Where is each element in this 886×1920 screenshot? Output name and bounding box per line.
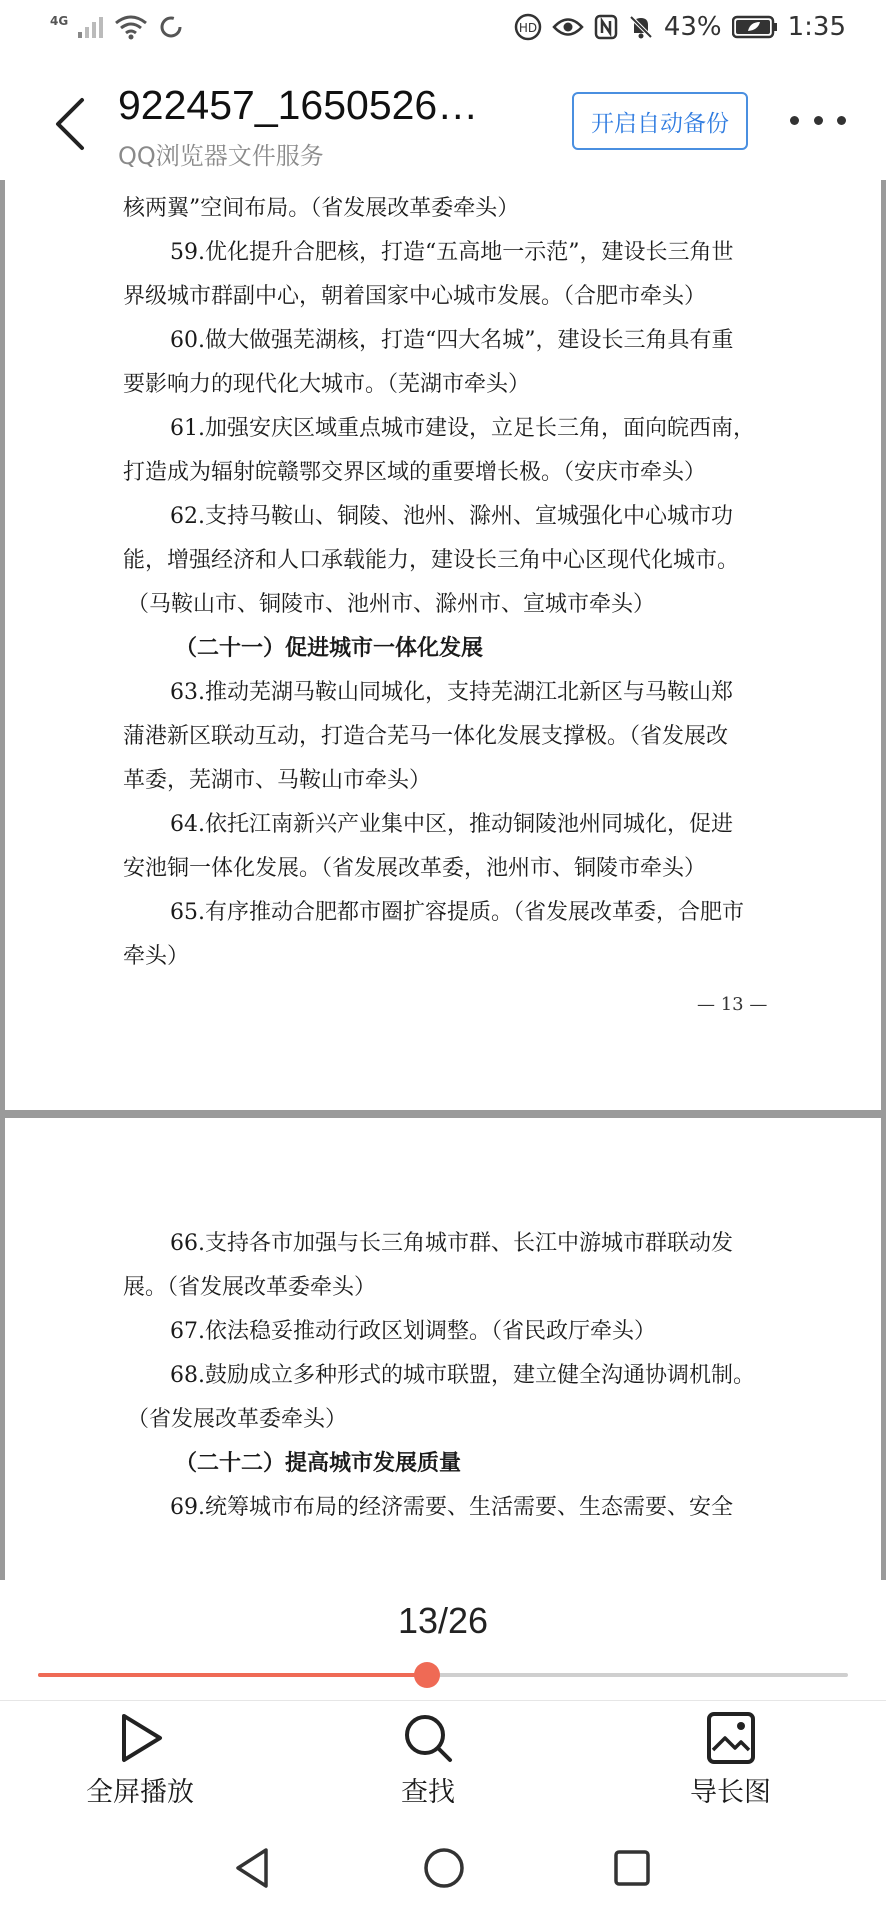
section-heading: （二十二）提高城市发展质量 [175, 1450, 462, 1476]
action-bar [0, 1710, 886, 1820]
signal-icon [78, 16, 104, 38]
status-left [50, 14, 184, 40]
chevron-left-icon [50, 94, 90, 154]
long-image-icon [703, 1710, 759, 1766]
text-line: 安池铜一体化发展。（省发展改革委，池州市、铜陵市牵头） [123, 856, 707, 881]
text-line: 63.推动芜湖马鞍山同城化，支持芜湖江北新区与马鞍山郑 [170, 680, 733, 705]
sync-icon [158, 14, 184, 40]
document-viewer[interactable] [0, 180, 886, 1580]
wifi-icon [114, 14, 148, 40]
dot-icon [790, 116, 799, 125]
text-line: 68.鼓励成立多种形式的城市联盟，建立健全沟通协调机制。 [170, 1363, 755, 1388]
network-type: 4G [50, 14, 69, 28]
file-source: QQ浏览器文件服务 [118, 142, 324, 170]
text-line: 61.加强安庆区域重点城市建设，立足长三角，面向皖西南， [170, 416, 755, 441]
reader-controls [0, 1580, 886, 1820]
fullscreen-play-label: 全屏播放 [86, 1777, 194, 1808]
text-line: 69.统筹城市布局的经济需要、生活需要、生态需要、安全 [170, 1495, 733, 1520]
battery-icon [732, 15, 778, 39]
svg-text:HD: HD [518, 21, 537, 35]
text-line: 展。（省发展改革委牵头） [123, 1275, 377, 1300]
play-icon [112, 1710, 168, 1766]
text-line: 62.支持马鞍山、铜陵、池州、滁州、宣城强化中心城市功 [170, 504, 733, 529]
nav-home-button[interactable] [422, 1846, 466, 1894]
slider-progress [38, 1673, 427, 1677]
mute-bell-icon [628, 14, 654, 40]
document-page [5, 180, 881, 1110]
eye-icon [552, 16, 584, 38]
text-line: 67.依法稳妥推动行政区划调整。（省民政厅牵头） [170, 1319, 656, 1344]
square-recents-icon [612, 1846, 652, 1890]
file-title: 922457_1650526… [118, 82, 479, 128]
text-line: 60.做大做强芜湖核，打造“四大名城”，建设长三角具有重 [170, 328, 734, 353]
text-line: 59.优化提升合肥核，打造“五高地一示范”，建设长三角世 [170, 240, 734, 265]
dot-icon [814, 116, 823, 125]
find-button[interactable] [400, 1710, 456, 1809]
status-bar [0, 0, 886, 60]
more-options-button[interactable] [790, 108, 846, 132]
text-line: 革委，芜湖市、马鞍山市牵头） [123, 768, 432, 793]
text-line: 牵头） [123, 944, 190, 969]
circle-home-icon [422, 1846, 466, 1890]
system-navigation-bar [0, 1820, 886, 1920]
hd-call-icon [514, 13, 542, 41]
text-line: 66.支持各市加强与长三角城市群、长江中游城市群联动发 [170, 1231, 733, 1256]
page-indicator: 13/26 [397, 1600, 489, 1641]
document-page [5, 1118, 881, 1580]
text-line: 打造成为辐射皖赣鄂交界区域的重要增长极。（安庆市牵头） [123, 460, 707, 485]
triangle-back-icon [232, 1846, 272, 1890]
fullscreen-play-button[interactable] [86, 1710, 194, 1809]
search-icon [400, 1710, 456, 1766]
text-line: 65.有序推动合肥都市圈扩容提质。（省发展改革委，合肥市 [170, 900, 744, 925]
divider [0, 1700, 886, 1701]
text-line: 核两翼”空间布局。（省发展改革委牵头） [123, 196, 520, 221]
page-number: — 13 — [697, 994, 768, 1015]
slider-thumb[interactable] [414, 1662, 440, 1688]
text-line: 64.依托江南新兴产业集中区，推动铜陵池州同城化，促进 [170, 812, 733, 837]
text-line: （马鞍山市、铜陵市、池州市、滁州市、宣城市牵头） [127, 592, 656, 617]
find-label: 查找 [401, 1777, 455, 1808]
text-line: 蒲港新区联动互动，打造合芜马一体化发展支撑极。（省发展改 [123, 724, 729, 749]
text-line: 界级城市群副中心，朝着国家中心城市发展。（合肥市牵头） [123, 284, 707, 309]
text-line: （省发展改革委牵头） [127, 1407, 348, 1432]
nav-recents-button[interactable] [612, 1846, 652, 1894]
nav-back-button[interactable] [232, 1846, 272, 1894]
battery-percent: 43% [663, 12, 722, 42]
app-header [0, 60, 886, 180]
back-button[interactable] [50, 94, 90, 154]
nfc-icon [594, 14, 618, 40]
clock: 1:35 [787, 12, 846, 42]
auto-backup-button[interactable]: 开启自动备份 [572, 92, 748, 150]
status-right [514, 12, 846, 42]
section-heading: （二十一）促进城市一体化发展 [175, 635, 484, 661]
text-line: 能，增强经济和人口承载能力，建设长三角中心区现代化城市。 [123, 548, 740, 573]
text-line: 要影响力的现代化大城市。（芜湖市牵头） [123, 372, 531, 397]
dot-icon [837, 116, 846, 125]
export-long-image-button[interactable] [690, 1710, 771, 1809]
page-slider[interactable] [38, 1660, 848, 1690]
export-long-image-label: 导长图 [690, 1777, 771, 1808]
